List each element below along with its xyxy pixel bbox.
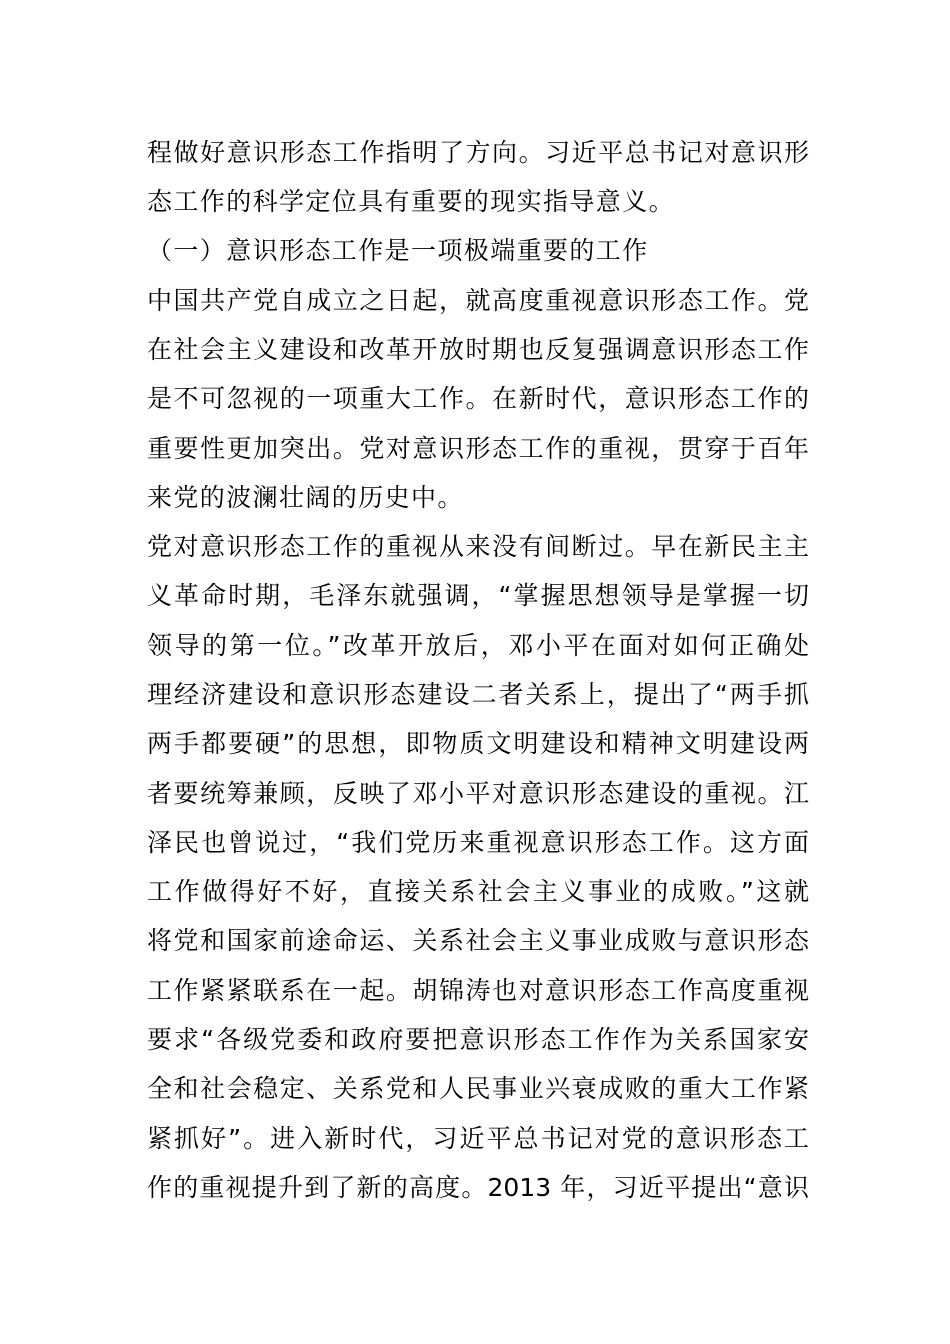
text-line: 理经济建设和意识形态建设二者关系上，提出了“两手抓	[147, 680, 809, 709]
text-line: 中国共产党自成立之日起，就高度重视意识形态工作。党	[147, 286, 809, 315]
text-line: 要求“各级党委和政府要把意识形态工作作为关系国家安	[147, 1025, 809, 1054]
text-line: 重要性更加突出。党对意识形态工作的重视，贯穿于百年	[147, 434, 809, 463]
text-line: 态工作的科学定位具有重要的现实指导意义。	[147, 187, 676, 216]
text-line: 程做好意识形态工作指明了方向。习近平总书记对意识形	[147, 138, 809, 167]
text-line: 作的重视提升到了新的高度。2013 年，习近平提出“意识	[147, 1173, 809, 1202]
text-line: 领导的第一位。”改革开放后，邓小平在面对如何正确处	[147, 631, 809, 660]
text-line: 泽民也曾说过，“我们党历来重视意识形态工作。这方面	[147, 828, 809, 857]
text-line: 在社会主义建设和改革开放时期也反复强调意识形态工作	[147, 335, 809, 364]
text-line: 紧抓好”。进入新时代，习近平总书记对党的意识形态工	[147, 1124, 809, 1153]
text-line: 者要统筹兼顾，反映了邓小平对意识形态建设的重视。江	[147, 779, 809, 808]
text-line: 党对意识形态工作的重视从来没有间断过。早在新民主主	[147, 532, 809, 561]
text-line: 工作做得好不好，直接关系社会主义事业的成败。”这就	[147, 877, 809, 906]
text-line: 全和社会稳定、关系党和人民事业兴衰成败的重大工作紧	[147, 1074, 809, 1103]
text-line: 义革命时期，毛泽东就强调，“掌握思想领导是掌握一切	[147, 581, 809, 610]
text-line: 工作紧紧联系在一起。胡锦涛也对意识形态工作高度重视	[147, 976, 809, 1005]
text-line: 是不可忽视的一项重大工作。在新时代，意识形态工作的	[147, 384, 809, 413]
text-line: 将党和国家前途命运、关系社会主义事业成败与意识形态	[147, 926, 809, 955]
text-line: 来党的波澜壮阔的历史中。	[147, 483, 464, 512]
text-line: 两手都要硬”的思想，即物质文明建设和精神文明建设两	[147, 729, 809, 758]
section-heading: （一）意识形态工作是一项极端重要的工作	[147, 236, 649, 265]
